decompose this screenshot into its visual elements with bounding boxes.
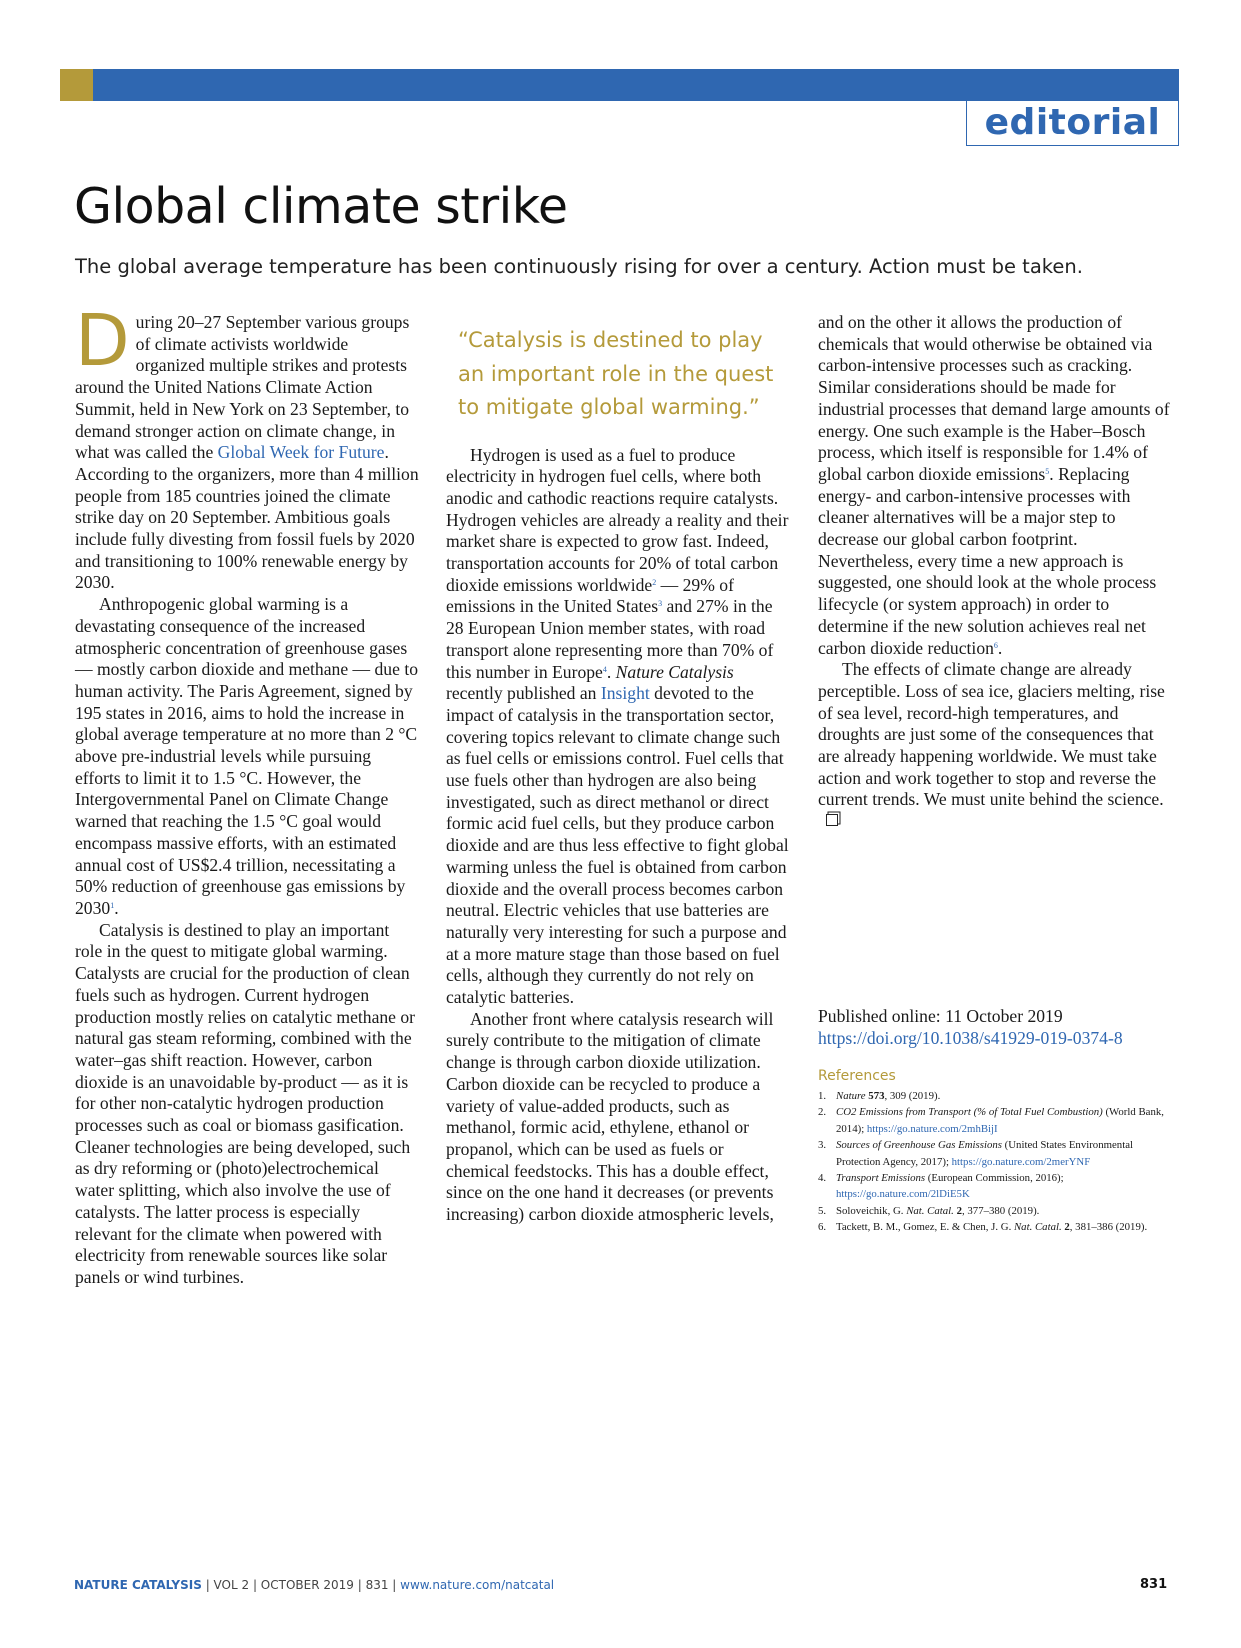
- reference-source: Nature: [836, 1090, 866, 1102]
- paragraph-5-word: Nevertheless,: [818, 550, 914, 571]
- footer-journal: NATURE CATALYSIS: [74, 1578, 202, 1592]
- paragraph-5-word: be: [588, 1073, 605, 1094]
- paragraph-5-word: production: [1026, 312, 1103, 332]
- insight-link[interactable]: Insight: [600, 683, 650, 704]
- paragraph-5-word: 1.4%: [1092, 442, 1129, 463]
- paragraph-5-word: prevents: [713, 1182, 774, 1203]
- paragraph-5-word: is: [1111, 550, 1124, 571]
- paragraph-5-word: carbon: [528, 1204, 577, 1225]
- end-mark-icon: [826, 814, 838, 826]
- paragraph-5-word: as: [714, 1095, 730, 1116]
- footer-date: OCTOBER 2019: [260, 1578, 354, 1592]
- paragraph-5-word: can: [564, 1139, 590, 1159]
- paragraph-5-word: a: [1011, 507, 1020, 528]
- paragraph-5-word: produce: [691, 1073, 748, 1094]
- paragraph-5-word: of: [499, 1095, 514, 1116]
- paragraph-5-word: acid,: [571, 1117, 606, 1138]
- paragraph-5-word: chemical: [446, 1160, 510, 1181]
- paragraph-5-word: carbon-intensive: [905, 485, 1023, 506]
- paragraph-5-word: be: [593, 1139, 611, 1159]
- reference-details: (United States Environmental Protection Agency, 2017);: [836, 1139, 1133, 1168]
- paragraph-5-word: carbon-intensive: [818, 355, 936, 376]
- paragraph-2-end: .: [114, 897, 119, 918]
- reference-number: 4.: [818, 1172, 827, 1185]
- paragraph-5-word: surely: [446, 1030, 489, 1051]
- paragraph-4-text: Hydrogen is used as a fuel to produce electricity in hydrogen fuel cells, where both anodic and cathodic reactions require catalysts. Hydrogen vehicles are already a reality and their market share is expected to grow fast. Indeed, transportation accounts for 20% of total carbon dioxide emissions worldwide: [446, 444, 789, 595]
- publication-info: [818, 1006, 1123, 1049]
- paragraph-5-word: it: [936, 312, 947, 332]
- footer-volume: VOL 2: [213, 1578, 250, 1592]
- paragraph-5-word: on: [847, 312, 866, 332]
- paragraph-5-word: of: [1107, 312, 1123, 332]
- reference-source: Transport Emissions: [836, 1172, 926, 1185]
- paragraph-5-word: the: [1023, 420, 1046, 441]
- reference-volume: 573: [868, 1090, 885, 1102]
- journal-name: Nature Catalysis: [615, 661, 734, 682]
- paragraph-5-word: other: [895, 312, 932, 332]
- paragraph-5-word: such: [906, 420, 940, 441]
- paragraph-5-word: or: [734, 1117, 749, 1138]
- reference-details: (World Bank, 2014);: [836, 1106, 1164, 1135]
- article-title: Global climate strike: [74, 178, 568, 235]
- paragraph-5-word: Carbon: [446, 1073, 498, 1094]
- paragraph-5-word: one: [896, 572, 922, 593]
- reference-source: Nat. Catal.: [906, 1204, 954, 1217]
- paragraph-5-word: the: [907, 615, 930, 636]
- paragraph-5-word: increasing): [446, 1204, 525, 1225]
- column-1: [75, 299, 420, 1289]
- paragraph-5-word: can: [559, 1073, 584, 1094]
- paragraph-5-word: value-added: [518, 1095, 605, 1116]
- paragraph-5-word: carbon: [959, 529, 1008, 550]
- paragraph-5-word: which: [517, 1139, 561, 1159]
- paragraph-5-word: carbon: [866, 463, 915, 484]
- paragraph-5-word: global: [818, 463, 862, 484]
- paragraph-5-word: of: [1133, 442, 1148, 463]
- paragraph-5-word: order: [1054, 594, 1092, 615]
- paragraph-5-word: process,: [818, 442, 876, 463]
- references-heading: References: [818, 1068, 896, 1084]
- reference-link[interactable]: https://go.nature.com/2lDiE5K: [836, 1188, 970, 1201]
- paragraph-5-word: determine: [818, 615, 889, 636]
- paragraph-5-word: carbon: [575, 1052, 624, 1073]
- paragraph-5-word: dioxide: [870, 637, 924, 658]
- paragraph-5-word: dioxide: [502, 1073, 555, 1094]
- paragraph-5-word: with: [1099, 485, 1131, 506]
- paragraph-5-word: energy-: [818, 485, 872, 506]
- reference-number: 5.: [818, 1204, 827, 1217]
- paragraph-5-word: ethylene,: [609, 1117, 674, 1138]
- paragraph-5-word: real: [1093, 615, 1120, 636]
- paragraph-5-word: (or: [882, 594, 904, 615]
- paragraph-5-word: should: [980, 377, 1028, 398]
- paragraph-5-word: a: [660, 1160, 669, 1181]
- paragraph-5-word: alternatives: [873, 507, 955, 528]
- paragraph-2-text: Anthropogenic global warming is a devastating consequence of the increased atmospheric concentration of greenhouse gases — mostly carbon dioxide and methane — due to human activity. The Paris Agreement, signed by 195 states in 2016, aims to hold the increase in global average temperature at no more than 2 °C above pre-industrial levels while pursuing efforts to limit it to 1.5 °C. However, the Intergovernmental Panel on Climate Change warned that reaching the 1.5 °C goal would encompass massive efforts, with an estimated annual cost of US$2.4 trillion, necessitating a 50% reduction of greenhouse gas emissions by 2030: [75, 594, 419, 918]
- paragraph-5-word: achieves: [1028, 615, 1090, 636]
- paragraph-4-text-b: — 29% of emissions in the United States: [446, 574, 734, 617]
- reference-item: [818, 1170, 1170, 1203]
- paragraph-5-word: and: [818, 312, 844, 332]
- reference-item: [818, 1203, 1170, 1219]
- reference-source: Sources of Greenhouse Gas Emissions: [836, 1139, 1002, 1152]
- citation-6[interactable]: 6: [993, 640, 998, 650]
- citation-3[interactable]: 3: [658, 599, 663, 609]
- paragraph-5-word: new: [933, 615, 964, 636]
- paragraph-5-word: be: [990, 507, 1008, 528]
- paragraph-5-word: front: [532, 1008, 567, 1029]
- paragraph-5-word: for: [1095, 377, 1116, 398]
- paragraph-5-word: to: [1095, 594, 1110, 615]
- paragraph-4-text-e: recently published an: [446, 683, 601, 704]
- paragraph-5-word: will: [958, 507, 987, 528]
- paragraph-5-word: obtained: [1065, 333, 1127, 354]
- paragraph-5-word: amounts: [1090, 398, 1151, 419]
- paragraph-5-word: double: [672, 1160, 721, 1181]
- paragraph-5-word: since: [446, 1182, 483, 1203]
- paragraph-4: [446, 445, 791, 1009]
- paragraph-5: [446, 1009, 791, 1226]
- paragraph-5-word: will: [746, 1008, 774, 1029]
- paragraph-5-word: the: [1030, 572, 1052, 593]
- footer-page: 831: [365, 1578, 389, 1592]
- paragraph-5-word: or: [708, 1139, 724, 1159]
- page-number: 831: [1140, 1577, 1168, 1592]
- paragraph-5-word: of: [1154, 398, 1170, 419]
- paragraph-5-word: atmospheric: [638, 1204, 725, 1225]
- paragraph-2: [75, 594, 420, 920]
- paragraph-5-word: formic: [520, 1117, 568, 1138]
- paragraph-5-word: at: [1013, 572, 1026, 593]
- column-2: [446, 312, 791, 1226]
- paragraph-5-word: on: [486, 1182, 505, 1203]
- citation-5[interactable]: 5: [1045, 466, 1050, 476]
- paragraph-3: Catalysis is destined to play an important role in the quest to mitigate global warming. Catalysts are crucial for the production of clean fuels such as hydrogen. Current hydrogen production mostly relies on catalytic methane or natural gas steam reforming, combined with the water–gas shift reaction. However, carbon dioxide is an unavoidable by-product — as it is for other non-catalytic hydrogen production processes such as coal or biomass gasification. Cleaner technologies are being developed, such as dry reforming or (photo)electrochemical water splitting, which also involve the use of catalysts. The latter process is especially relevant for the climate when powered with electricity from renewable sources like solar panels or wind turbines.: [75, 919, 416, 1287]
- paragraph-5-word: .: [997, 637, 1003, 658]
- paragraph-1-text-cont: . According to the organizers, more than 4 million people from 185 countries joined the climate strike day on 20 September. Ambitious goals include fully divesting from fossil fuels by 2020 and transitioning to 100% renewable energy by 2030.: [75, 442, 419, 593]
- reference-number: 6.: [818, 1221, 827, 1234]
- paragraph-5-word: via: [1130, 333, 1153, 354]
- paragraph-5-word: processes: [1027, 485, 1095, 506]
- reference-volume: 2: [956, 1204, 962, 1217]
- paragraph-5-word: a: [996, 550, 1005, 571]
- paragraph-5-word: emissions: [975, 463, 1046, 484]
- paragraph-5-word: Replacing: [1058, 463, 1130, 484]
- paragraph-5-word: for: [1067, 442, 1088, 463]
- reference-number: 2.: [818, 1106, 827, 1119]
- paragraph-5-word: effect,: [724, 1160, 769, 1181]
- paragraph-5-word: propanol,: [446, 1139, 513, 1159]
- citation-4[interactable]: 4: [602, 664, 607, 674]
- references: [818, 1068, 1170, 1236]
- paragraph-5-word: lifecycle: [818, 594, 879, 615]
- reference-details: , 381–386 (2019).: [1069, 1221, 1148, 1234]
- reference-details: , 309 (2019).: [884, 1090, 941, 1102]
- paragraph-5-word: chemicals: [818, 333, 889, 354]
- reference-item: [818, 1104, 1170, 1137]
- paragraph-5-word: Similar: [818, 377, 870, 398]
- paragraph-5-word: products,: [608, 1095, 674, 1116]
- reference-authors: Tackett, B. M., Gomez, E. & Chen, J. G.: [836, 1221, 1014, 1234]
- paragraph-5-word: of: [689, 1030, 705, 1051]
- section-label: editorial: [966, 101, 1179, 146]
- reference-list: [818, 1088, 1170, 1236]
- reference-details: , 377–380 (2019).: [962, 1204, 1040, 1217]
- paragraph-5-word: through: [516, 1052, 572, 1073]
- paragraph-5-word: look: [977, 572, 1009, 593]
- paragraph-5-word: our: [882, 529, 907, 550]
- paragraph-5-word: Another: [470, 1008, 528, 1029]
- footer-citation: NATURE CATALYSIS | VOL 2 | OCTOBER 2019 | 831 | www.nature.com/natcatal: [74, 1578, 555, 1592]
- paragraph-5-word: every: [917, 550, 957, 571]
- paragraph-5-word: has: [632, 1160, 656, 1181]
- paragraph-5-word: such: [1011, 355, 1044, 376]
- header-bar: [60, 69, 1179, 101]
- paragraph-5-word: hand: [564, 1182, 599, 1203]
- paragraph-5-word: change: [446, 1052, 496, 1073]
- paragraph-5-word: if: [892, 615, 904, 636]
- paragraph-5-word: as: [1048, 355, 1063, 376]
- paragraph-5-word: as: [651, 1139, 666, 1159]
- doi-link[interactable]: https://doi.org/10.1038/s41929-019-0374-8: [818, 1027, 1123, 1048]
- paragraph-5-word: contribute: [493, 1030, 565, 1051]
- paragraph-5-word: recycled: [609, 1073, 669, 1094]
- paragraph-5-word: dioxide: [580, 1204, 634, 1225]
- footer-url-link[interactable]: www.nature.com/natcatal: [400, 1578, 555, 1592]
- paragraph-5-word: to: [569, 1030, 583, 1051]
- reference-item: [818, 1219, 1170, 1235]
- paragraph-5-word: used: [614, 1139, 647, 1159]
- paragraph-5-word: One: [873, 420, 903, 441]
- paragraph-5-word: approach: [1042, 550, 1108, 571]
- paragraph-5-word: example: [943, 420, 1004, 441]
- paragraph-5-word: variety: [446, 1095, 495, 1116]
- paragraph-5-word: be: [1044, 333, 1062, 354]
- paragraph-5-word: that: [892, 333, 920, 354]
- paragraph-5-word: should: [926, 572, 973, 593]
- reference-volume: 2: [1064, 1221, 1070, 1234]
- paragraph-5-word: time: [961, 550, 993, 571]
- paragraph-5-word: in: [1035, 594, 1050, 615]
- paragraph-5-word: new: [1009, 550, 1039, 571]
- paragraph-5-word: that: [960, 398, 988, 419]
- paragraph-5-word: .: [1049, 463, 1054, 484]
- paragraph-1: [75, 299, 420, 594]
- paragraph-4-text-c: and 27% in the 28 European Union member states, with road transport alone representing more than 70% of this number in Europe: [446, 596, 774, 682]
- paragraph-5-word: ethanol: [678, 1117, 730, 1138]
- paragraph-5-word: cracking.: [1067, 355, 1133, 376]
- paragraph-5-word: the: [869, 312, 892, 332]
- drop-cap: D: [75, 299, 130, 382]
- paragraph-5-word: catalysis: [618, 1008, 679, 1029]
- paragraph-5-word: dioxide: [627, 1052, 681, 1073]
- paragraph-4-text-d: .: [606, 661, 616, 682]
- paragraph-5-word: major: [1023, 507, 1065, 528]
- standfirst: The global average temperature has been continuously rising for over a century. Action must be taken.: [75, 255, 1083, 278]
- paragraph-5-word: This: [596, 1160, 628, 1181]
- paragraph-5-word: one: [534, 1182, 560, 1203]
- paragraph-5-word: be: [1031, 377, 1049, 398]
- paragraph-5-word: reduction: [927, 637, 994, 658]
- header-bar-accent: [60, 69, 93, 101]
- paragraph-5-word: considerations: [874, 377, 976, 398]
- paragraph-1-text: uring 20–27 September various groups of climate activists worldwide organized multiple strikes and protests around the United Nations Climate Action Summit, held in New York on 23 September, to demand stronger action on climate change, in what was called the: [75, 312, 410, 463]
- paragraph-5-word: the: [508, 1182, 531, 1203]
- paragraph-5-word: levels,: [728, 1204, 774, 1225]
- published-date: Published online: 11 October 2019: [818, 1006, 1063, 1026]
- paragraph-5-word: global: [910, 529, 955, 550]
- paragraph-5-word: suggested,: [818, 572, 892, 593]
- paragraph-5-word: solution: [967, 615, 1025, 636]
- paragraph-5-word: would: [923, 333, 968, 354]
- paragraph-5-word: is: [1007, 420, 1020, 441]
- paragraph-5-word: carbon: [818, 637, 866, 658]
- paragraph-6: [818, 659, 1170, 833]
- paragraph-5-word: system: [907, 594, 957, 615]
- paragraph-5-word: methanol,: [446, 1117, 516, 1138]
- paragraph-5-word: mitigation: [613, 1030, 686, 1051]
- paragraph-5-word: step: [1069, 507, 1098, 528]
- paragraph-5-word: is: [966, 442, 979, 463]
- paragraph-5-word: utilization.: [685, 1052, 761, 1073]
- paragraph-5-word: otherwise: [971, 333, 1041, 354]
- paragraph-5-word: research: [683, 1008, 742, 1029]
- paragraph-5-word: responsible: [982, 442, 1063, 463]
- pull-quote: “Catalysis is destined to play an important role in the quest to mitigate global warming.”: [458, 328, 774, 419]
- reference-source: CO2 Emissions from Transport (% of Total Fuel Combustion): [836, 1106, 1103, 1119]
- paragraph-5-word: it: [602, 1182, 613, 1203]
- paragraph-5-word: where: [570, 1008, 614, 1029]
- paragraph-5-word: allows: [950, 312, 997, 332]
- paragraph-5-word: the: [587, 1030, 609, 1051]
- paragraph-5-word: feedstocks.: [513, 1160, 593, 1181]
- paragraph-5-word: and: [875, 485, 902, 506]
- paragraph-5-word: approach): [961, 594, 1032, 615]
- paragraph-5-word: dioxide: [918, 463, 972, 484]
- paragraph-5-word: cleaner: [818, 507, 869, 528]
- paragraph-5-word: itself: [926, 442, 963, 463]
- paragraph-5-word: net: [1124, 615, 1146, 636]
- column-3: [818, 312, 1170, 833]
- paragraph-5-word: footprint.: [1011, 529, 1078, 550]
- paragraph-5-word: whole: [1056, 572, 1100, 593]
- paragraph-5-word: is: [500, 1052, 512, 1073]
- paragraph-5-word: fuels: [670, 1139, 705, 1159]
- reference-item: [818, 1137, 1170, 1170]
- reference-number: 3.: [818, 1139, 827, 1152]
- paragraph-5-word: processes: [939, 355, 1008, 376]
- citation-2[interactable]: 2: [652, 577, 657, 587]
- paragraph-5-word: industrial: [818, 398, 885, 419]
- citation-1[interactable]: 1: [110, 900, 115, 910]
- reference-authors: Soloveichik, G.: [836, 1204, 907, 1217]
- paragraph-5-continued: [818, 312, 1170, 659]
- paragraph-5-word: to: [673, 1073, 687, 1094]
- paragraph-5-word: process: [1103, 572, 1157, 593]
- paragraph-5-word: decreases: [617, 1182, 685, 1203]
- paragraph-4-text-f: devoted to the impact of catalysis in the transportation sector, covering topics relevant to climate change such as fuel cells or emissions control. Fuel cells that use fuels other than hydrogen are also being investigated, such as direct methanol or direct formic acid fuel cells, but they produce carbon dioxide and are thus less effective to fight global warming unless the fuel is obtained from carbon dioxide and the overall process becomes carbon neutral. Electric vehicles that use batteries are naturally very interesting for such a purpose and at a more mature stage than those based on fuel cells, although they currently do not rely on catalytic batteries.: [446, 683, 789, 1008]
- paragraph-5-word: such: [678, 1095, 711, 1116]
- paragraph-5-word: the: [1000, 312, 1023, 332]
- paragraph-5-word: large: [1051, 398, 1087, 419]
- paragraph-5-word: a: [752, 1073, 761, 1094]
- paragraph-5-word: processes: [888, 398, 957, 419]
- reference-link[interactable]: https://go.nature.com/2merYNF: [951, 1155, 1091, 1168]
- paragraph-6-text: The effects of climate change are already perceptible. Loss of sea ice, glaciers melting, rise of sea level, record-high temperatures, and droughts are just some of the consequences that are already happening worldwide. We must take action and work together to stop and reverse the current trends. We must unite behind the science.: [818, 659, 1165, 810]
- paragraph-5-word: demand: [991, 398, 1048, 419]
- paragraph-5-word: (or: [688, 1182, 710, 1203]
- reference-item: [818, 1088, 1170, 1104]
- paragraph-5-word: made: [1052, 377, 1091, 398]
- reference-source: Nat. Catal.: [1013, 1221, 1062, 1234]
- paragraph-5-word: which: [879, 442, 923, 463]
- reference-number: 1.: [818, 1090, 827, 1102]
- paragraph-5-word: climate: [708, 1030, 761, 1051]
- paragraph-5-word: energy.: [818, 420, 869, 441]
- paragraph-5-word: to: [1101, 507, 1116, 528]
- reference-details: (European Commission, 2016);: [925, 1172, 1064, 1185]
- paragraph-5-word: Haber–Bosch: [1049, 420, 1146, 441]
- global-week-link[interactable]: Global Week for Future: [217, 442, 385, 463]
- paragraph-5-word: decrease: [818, 529, 879, 550]
- reference-link[interactable]: https://go.nature.com/2mhBijI: [866, 1122, 998, 1135]
